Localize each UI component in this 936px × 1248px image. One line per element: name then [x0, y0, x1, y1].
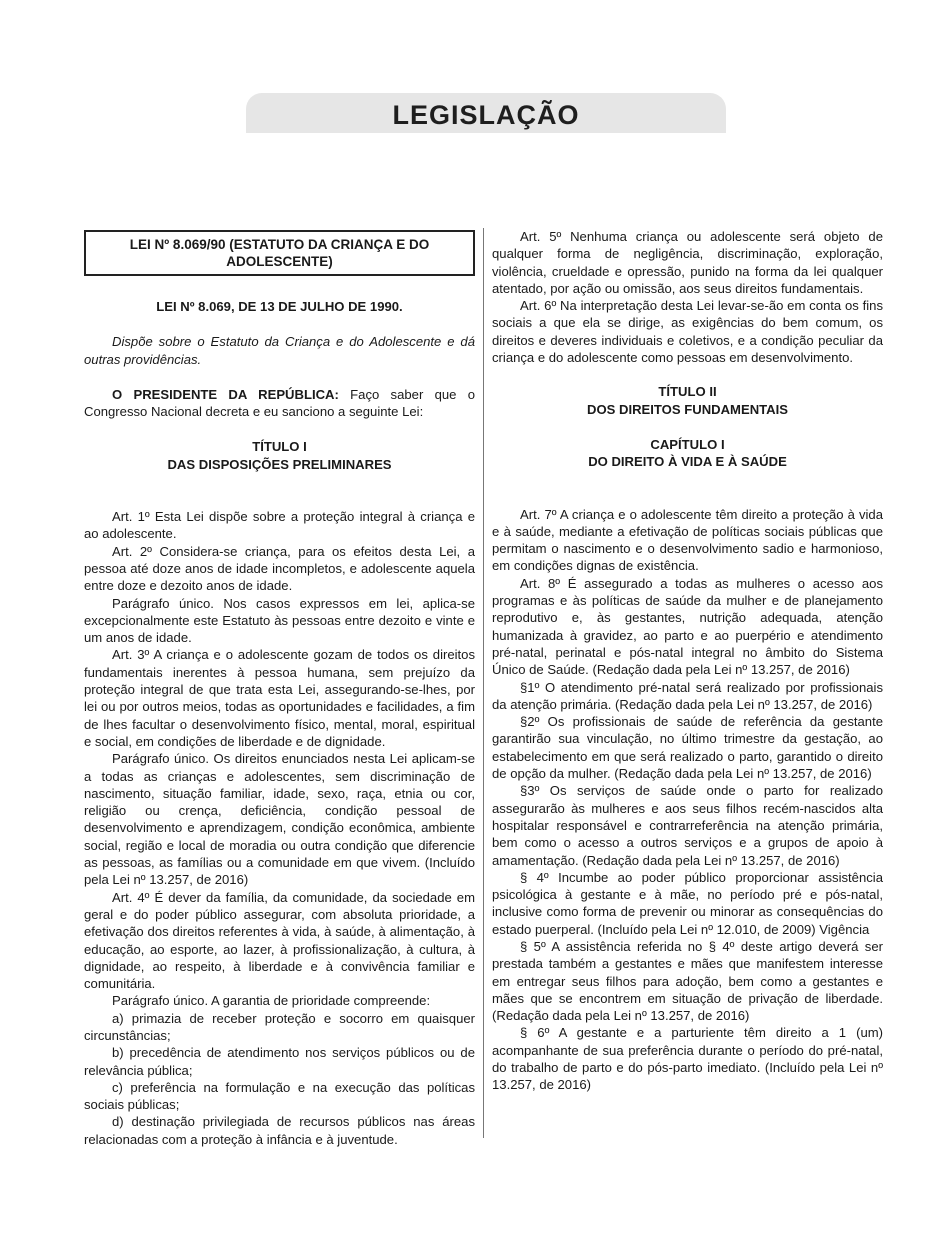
article-paragraph: Art. 6º Na interpretação desta Lei levar-se-ão em conta os fins sociais a que ela se dirige, as exigências do bem comum, os direitos e deveres individuais e coletivos, e a condição peculiar da criança e do adolescente como pessoas em desenvolvimento.	[492, 298, 883, 366]
capitulo-1-heading	[492, 436, 883, 471]
article-paragraph: § 6º A gestante e a parturiente têm direito a 1 (um) acompanhante de sua preferência durante o período do pré-natal, do trabalho de parto e do pós-parto imediato. (Incluído pela Lei nº 13.257, de 2016)	[492, 1025, 883, 1093]
law-ementa: Dispõe sobre o Estatuto da Criança e do Adolescente e dá outras providências.	[84, 334, 475, 367]
article-paragraph: Art. 1º Esta Lei dispõe sobre a proteção integral à criança e ao adolescente.	[84, 509, 475, 542]
article-paragraph: Parágrafo único. Nos casos expressos em lei, aplica-se excepcionalmente este Estatuto às pessoas entre dezoito e vinte e um anos de idade.	[84, 595, 475, 646]
capitulo-1-name: DO DIREITO À VIDA E À SAÚDE	[588, 454, 787, 470]
law-title-box: LEI Nº 8.069/90 (ESTATUTO DA CRIANÇA E DO ADOLESCENTE)	[84, 230, 475, 276]
article-paragraph: c) preferência na formulação e na execução das políticas sociais públicas;	[84, 1079, 475, 1113]
titulo-1-label: TÍTULO I	[252, 439, 307, 455]
titulo-1-heading	[84, 438, 475, 473]
capitulo-1-label: CAPÍTULO I	[650, 436, 725, 452]
article-paragraph: Parágrafo único. A garantia de prioridade compreende:	[112, 993, 431, 1009]
article-paragraph: §3º Os serviços de saúde onde o parto for realizado assegurarão às mulheres e aos seus filhos recém-nascidos alta hospitalar responsável e contrarreferência na atenção primária, bem como o acesso a outros serviços e a grupos de apoio à amamentação. (Redação dada pela Lei nº 13.257, de 2016)	[492, 783, 883, 868]
article-paragraph: a) primazia de receber proteção e socorro em quaisquer circunstâncias;	[84, 1010, 475, 1043]
left-column	[84, 228, 475, 1148]
article-paragraph: d) destinação privilegiada de recursos públicos nas áreas relacionadas com a proteção à infância e à juventude.	[84, 1114, 475, 1147]
article-paragraph: Parágrafo único. Os direitos enunciados nesta Lei aplicam-se a todas as crianças e adolescentes, sem discriminação de nascimento, situação familiar, idade, sexo, raça, etnia ou cor, religião ou crença, deficiência, condição pessoal de desenvolvimento e aprendizagem, condição econômica, ambiente social, região e local de moradia ou outra condição que diferencie as pessoas, as famílias ou a comunidade em que vivem. (Incluído pela Lei nº 13.257, de 2016)	[84, 751, 475, 888]
column-divider	[483, 228, 484, 1138]
article-paragraph: Art. 3º A criança e o adolescente gozam de todos os direitos fundamentais inerentes à pessoa humana, sem prejuízo da proteção integral de que trata esta Lei, assegurando-se-lhes, por lei ou por outros meios, todas as oportunidades e facilidades, a fim de lhes facultar o desenvolvimento físico, mental, moral, espiritual e social, em condições de liberdade e de dignidade.	[84, 647, 475, 749]
article-paragraph: b) precedência de atendimento nos serviços públicos ou de relevância pública;	[84, 1045, 475, 1078]
article-paragraph: Art. 8º É assegurado a todas as mulheres o acesso aos programas e às políticas de saúde da mulher e de planejamento reprodutivo e, às gestantes, nutrição adequada, atenção humanizada à gravidez, ao parto e ao puerpério e atendimento pré-natal, perinatal e pós-natal integral no âmbito do Sistema Único de Saúde. (Redação dada pela Lei nº 13.257, de 2016)	[492, 575, 883, 678]
titulo-2-heading	[492, 383, 883, 418]
article-paragraph: § 5º A assistência referida no § 4º deste artigo deverá ser prestada também a gestantes e mães que manifestem interesse em entregar seus filhos para adoção, bem como a gestantes e mães que se encontrem em situação de privação de liberdade. (Redação dada pela Lei nº 13.257, de 2016)	[492, 938, 883, 1024]
intro-text: Faço saber que o Congresso Nacional decreta e eu sanciono a seguinte Lei:	[84, 386, 475, 420]
page-header-title: LEGISLAÇÃO	[246, 93, 726, 133]
titulo-2-label: TÍTULO II	[658, 384, 717, 400]
right-column	[492, 228, 883, 1094]
intro-bold-label: O PRESIDENTE DA REPÚBLICA:	[112, 386, 339, 402]
law-date-heading: LEI Nº 8.069, DE 13 DE JULHO DE 1990.	[156, 299, 403, 314]
titulo-2-name: DOS DIREITOS FUNDAMENTAIS	[586, 401, 789, 417]
article-paragraph: Art. 2º Considera-se criança, para os efeitos desta Lei, a pessoa até doze anos de idade incompletos, e adolescente aquela entre doze e dezoito anos de idade.	[84, 543, 475, 594]
article-paragraph: § 4º Incumbe ao poder público proporcionar assistência psicológica à gestante e à mãe, no período pré e pós-natal, inclusive como forma de prevenir ou minorar as consequências do estado puerperal. (Incluído pela Lei nº 12.010, de 2009) Vigência	[492, 869, 883, 937]
article-paragraph: Art. 7º A criança e o adolescente têm direito a proteção à vida e à saúde, mediante a efetivação de políticas sociais públicas que permitam o nascimento e o desenvolvimento sadio e harmonioso, em condições dignas de existência.	[492, 506, 883, 574]
article-paragraph: §2º Os profissionais de saúde de referência da gestante garantirão sua vinculação, no último trimestre da gestação, ao estabelecimento em que será realizado o parto, garantido o direito de opção da mulher. (Redação dada pela Lei nº 13.257, de 2016)	[492, 714, 883, 782]
titulo-1-name: DAS DISPOSIÇÕES PRELIMINARES	[167, 456, 392, 472]
law-intro	[84, 386, 475, 421]
article-paragraph: Art. 4º É dever da família, da comunidade, da sociedade em geral e do poder público assegurar, com absoluta prioridade, a efetivação dos direitos referentes à vida, à saúde, à alimentação, à educação, ao esporte, ao lazer, à profissionalização, à cultura, à dignidade, ao respeito, à liberdade e à convivência familiar e comunitária.	[84, 889, 475, 992]
article-paragraph: §1º O atendimento pré-natal será realizado por profissionais da atenção primária. (Redação dada pela Lei nº 13.257, de 2016)	[492, 679, 883, 712]
article-paragraph: Art. 5º Nenhuma criança ou adolescente será objeto de qualquer forma de negligência, discriminação, exploração, violência, crueldade e opressão, punido na forma da lei qualquer atentado, por ação ou omissão, aos seus direitos fundamentais.	[492, 229, 883, 296]
